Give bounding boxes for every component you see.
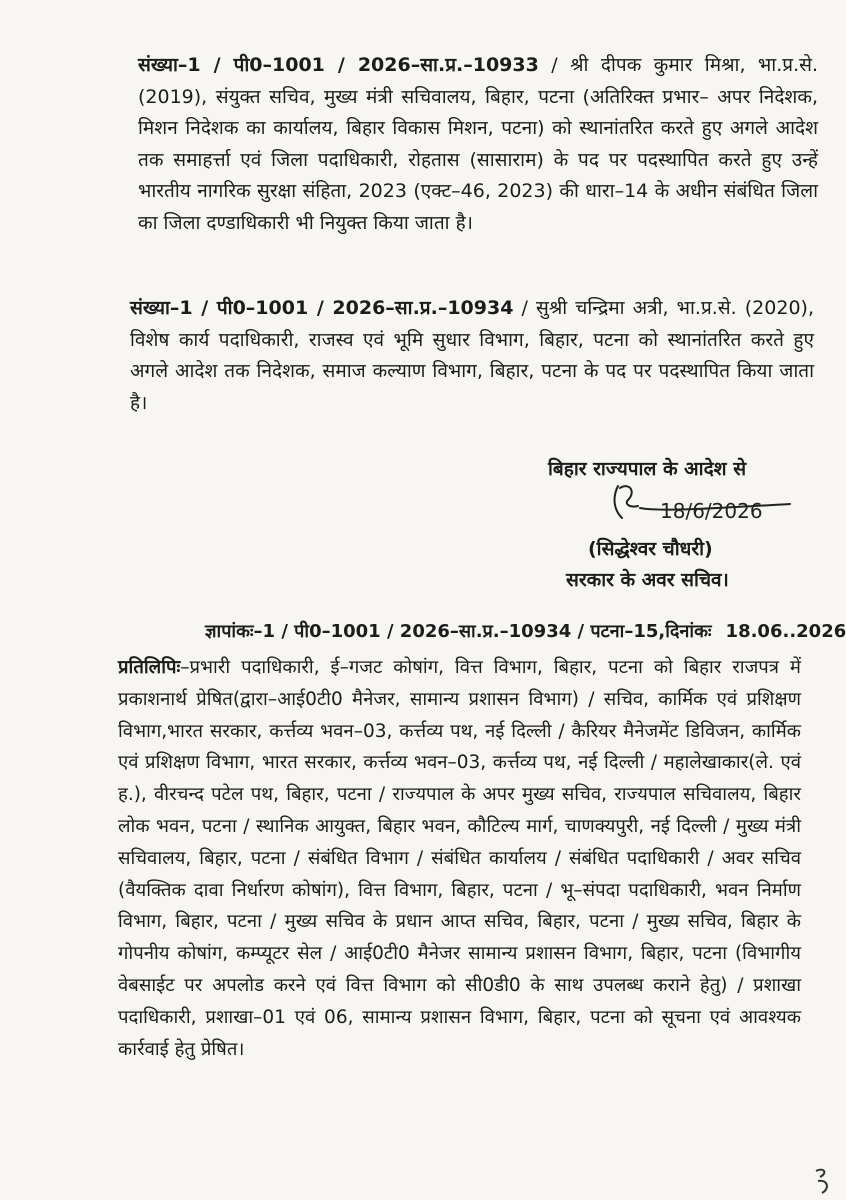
order-2-reference: संख्या–1 / पी0–1001 / 2026–सा.प्र.–10934 bbox=[130, 297, 514, 319]
order-2-text: / सुश्री चन्द्रिमा अत्री, भा.प्र.से. (2020), विशेष कार्य पदाधिकारी, राजस्व एवं भूमि सुधार विभाग, बिहार, पटना को स्थानांतरित करते हुए अगले आदेश तक निदेशक, समाज कल्याण विभाग, बिहार, पटना के पद पर पदस्थापित किया जाता है। bbox=[130, 297, 814, 414]
order-1-text: / श्री दीपक कुमार मिश्रा, भा.प्र.से. (2019), संयुक्त सचिव, मुख्य मंत्री सचिवालय, बिहार, पटना (अतिरिक्त प्रभार– अपर निदेशक, मिशन निदेशक का कार्यालय, बिहार विकास मिशन, पटना) को स्थानांतरित करते हुए अगले आदेश तक समाहर्त्ता एवं जिला पदाधिकारी, रोहतास (सासाराम) के पद पर पदस्थापित करते हुए उन्हें भारतीय नागरिक सुरक्षा संहिता, 2023 (एक्ट–46, 2023) की धारा–14 के अधीन संबंधित जिला का जिला दण्डाधिकारी भी नियुक्त किया जाता है। bbox=[138, 54, 818, 234]
signatory-name: (सिद्धेश्वर चौधरी) bbox=[588, 538, 713, 560]
copy-recipients: –प्रभारी पदाधिकारी, ई–गजट कोषांग, वित्त विभाग, बिहार, पटना को बिहार राजपत्र में प्रकाशनार्थ प्रेषित(द्वारा–आई0टी0 मैनेजर, सामान्य प्रशासन विभाग) / सचिव, कार्मिक एवं प्रशिक्षण विभाग,भारत सरकार, कर्त्तव्य भवन–03, कर्त्तव्य पथ, नई दिल्ली / कैरियर मैनेजमेंट डिविजन, कार्मिक एवं प्रशिक्षण विभाग, भारत सरकार, कर्त्तव्य भवन–03, कर्त्तव्य पथ, नई दिल्ली / महालेखाकार(ले. एवं ह.), वीरचन्द पटेल पथ, बिहार, पटना / राज्यपाल के अपर मुख्य सचिव, राज्यपाल सचिवालय, बिहार लोक भवन, पटना / स्थानिक आयुक्त, बिहार भवन, कौटिल्य मार्ग, चाणक्यपुरी, नई दिल्ली / मुख्य मंत्री सचिवालय, बिहार, पटना / संबंधित विभाग / संबंधित कार्यालय / संबंधित पदाधिकारी / अवर सचिव (वैयक्तिक दावा निर्धारण कोषांग), वित्त विभाग, बिहार, पटना / भू–संपदा पदाधिकारी, भवन निर्माण विभाग, बिहार, पटना / मुख्य सचिव के प्रधान आप्त सचिव, बिहार, पटना / मुख्य सचिव, बिहार के गोपनीय कोषांग, कम्प्यूटर सेल / आई0टी0 मैनेजर सामान्य प्रशासन विभाग, बिहार, पटना (विभागीय वेबसाईट पर अपलोड करने एवं वित्त विभाग को सी0डी0 के साथ उपलब्ध कराने हेतु) / प्रशाखा पदाधिकारी, प्रशाखा–01 एवं 06, सामान्य प्रशासन विभाग, बिहार, पटना को सूचना एवं आवश्यक कार्रवाई हेतु प्रेषित। bbox=[118, 657, 801, 1060]
by-order-of-governor: बिहार राज्यपाल के आदेश से bbox=[548, 458, 747, 480]
transfer-order-1 bbox=[138, 50, 818, 239]
signatory-designation: सरकार के अवर सचिव। bbox=[566, 569, 729, 591]
memo-reference: ज्ञापांकः–1 / पी0–1001 / 2026–सा.प्र.–10934 / पटना–15,दिनांकः bbox=[205, 621, 712, 642]
page-corner-mark bbox=[812, 1165, 834, 1200]
order-1-reference: संख्या–1 / पी0–1001 / 2026–सा.प्र.–10933 bbox=[138, 54, 539, 76]
copy-label: प्रतिलिपिः bbox=[118, 657, 181, 678]
signature-date: 18/6/2026 bbox=[660, 499, 763, 523]
transfer-order-2 bbox=[130, 293, 814, 419]
memo-reference-line bbox=[205, 619, 846, 643]
copy-to-paragraph bbox=[118, 652, 801, 1065]
memo-date: 18.06..2026 bbox=[725, 621, 846, 642]
handwritten-signature bbox=[600, 478, 800, 538]
